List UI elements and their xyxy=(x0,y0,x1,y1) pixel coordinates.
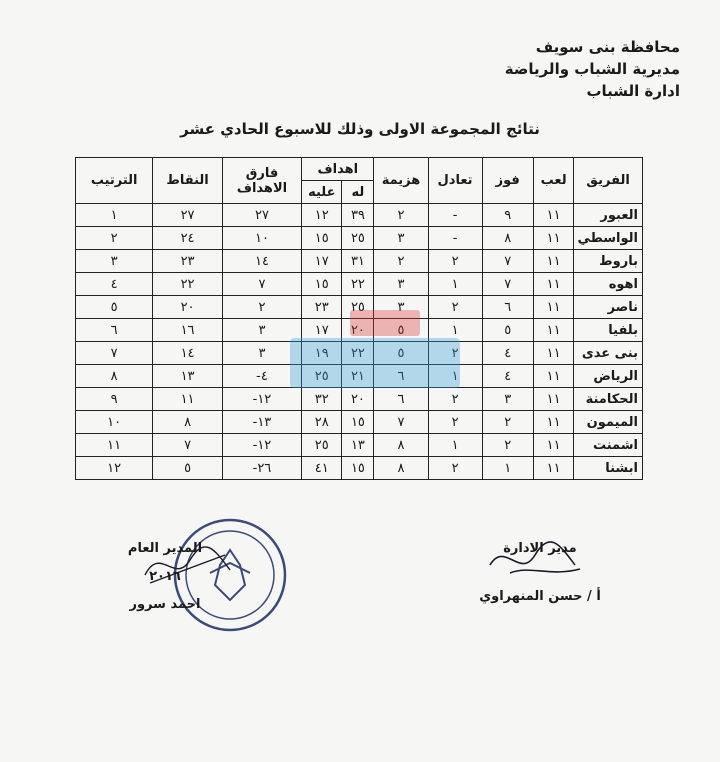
cell-played: ١١ xyxy=(533,411,573,434)
cell-rank: ٤ xyxy=(76,273,153,296)
cell-rank: ١ xyxy=(76,204,153,227)
cell-goals-against: ١٥ xyxy=(302,273,342,296)
cell-team: باروط xyxy=(574,250,643,273)
cell-goal-diff: ٧ xyxy=(222,273,301,296)
table-row xyxy=(76,296,643,319)
cell-rank: ١١ xyxy=(76,434,153,457)
cell-won: ١ xyxy=(482,457,533,480)
cell-goal-diff: ٢ xyxy=(222,296,301,319)
issuer-header xyxy=(505,36,680,102)
cell-goals-for: ٢٢ xyxy=(342,342,374,365)
cell-drawn: ٢ xyxy=(428,411,482,434)
administration-line: ادارة الشباب xyxy=(586,82,680,100)
cell-goals-for: ٢٥ xyxy=(342,296,374,319)
cell-drawn: ٢ xyxy=(428,457,482,480)
cell-played: ١١ xyxy=(533,273,573,296)
cell-played: ١١ xyxy=(533,296,573,319)
cell-team: العبور xyxy=(574,204,643,227)
admin-handwritten-signature xyxy=(480,535,590,585)
cell-goals-for: ٢٢ xyxy=(342,273,374,296)
cell-rank: ٦ xyxy=(76,319,153,342)
cell-lost: ٢ xyxy=(374,250,428,273)
cell-played: ١١ xyxy=(533,365,573,388)
admin-manager-title: مدير الادارة xyxy=(503,541,577,556)
cell-goals-for: ٣٩ xyxy=(342,204,374,227)
cell-drawn: ١ xyxy=(428,365,482,388)
cell-goal-diff: ٣ xyxy=(222,319,301,342)
cell-team: الميمون xyxy=(574,411,643,434)
cell-goals-against: ٢٨ xyxy=(302,411,342,434)
cell-lost: ٣ xyxy=(374,227,428,250)
cell-lost: ٨ xyxy=(374,434,428,457)
cell-rank: ٣ xyxy=(76,250,153,273)
cell-rank: ١٠ xyxy=(76,411,153,434)
cell-played: ١١ xyxy=(533,342,573,365)
table-row xyxy=(76,434,643,457)
cell-drawn: ٢ xyxy=(428,296,482,319)
cell-lost: ٦ xyxy=(374,388,428,411)
cell-points: ٧ xyxy=(153,434,222,457)
cell-goals-against: ٢٥ xyxy=(302,434,342,457)
cell-drawn: - xyxy=(428,227,482,250)
header-goal-diff: فارق الاهداف xyxy=(222,158,301,204)
table-row xyxy=(76,319,643,342)
cell-won: ٧ xyxy=(482,250,533,273)
cell-goals-against: ١٧ xyxy=(302,250,342,273)
cell-goals-for: ٣١ xyxy=(342,250,374,273)
cell-rank: ١٢ xyxy=(76,457,153,480)
cell-played: ١١ xyxy=(533,250,573,273)
table-row xyxy=(76,250,643,273)
table-row xyxy=(76,227,643,250)
cell-points: ٢٤ xyxy=(153,227,222,250)
table-row xyxy=(76,388,643,411)
cell-drawn: ٢ xyxy=(428,388,482,411)
table-row xyxy=(76,204,643,227)
cell-lost: ٣ xyxy=(374,296,428,319)
cell-points: ١١ xyxy=(153,388,222,411)
header-lost: هزيمة xyxy=(374,158,428,204)
cell-won: ٨ xyxy=(482,227,533,250)
cell-goals-for: ٢٠ xyxy=(342,319,374,342)
cell-goal-diff: ٤- xyxy=(222,365,301,388)
gm-handwritten-signature xyxy=(130,535,240,595)
cell-won: ٧ xyxy=(482,273,533,296)
cell-team: ابشنا xyxy=(574,457,643,480)
cell-lost: ٢ xyxy=(374,204,428,227)
cell-won: ٩ xyxy=(482,204,533,227)
header-rank: الترتيب xyxy=(76,158,153,204)
cell-lost: ٧ xyxy=(374,411,428,434)
cell-goals-for: ٢١ xyxy=(342,365,374,388)
cell-points: ٢٢ xyxy=(153,273,222,296)
cell-goals-for: ٢٥ xyxy=(342,227,374,250)
cell-goals-for: ٢٠ xyxy=(342,388,374,411)
cell-played: ١١ xyxy=(533,388,573,411)
cell-drawn: ١ xyxy=(428,434,482,457)
cell-points: ١٣ xyxy=(153,365,222,388)
cell-played: ١١ xyxy=(533,227,573,250)
standings-table xyxy=(75,157,643,480)
cell-goals-against: ١٩ xyxy=(302,342,342,365)
cell-goals-against: ٢٣ xyxy=(302,296,342,319)
cell-lost: ٦ xyxy=(374,365,428,388)
cell-goals-for: ١٥ xyxy=(342,457,374,480)
cell-team: بلفيا xyxy=(574,319,643,342)
cell-goal-diff: ٢٧ xyxy=(222,204,301,227)
header-goals: اهداف xyxy=(302,158,374,181)
table-row xyxy=(76,342,643,365)
cell-goals-against: ٤١ xyxy=(302,457,342,480)
header-drawn: تعادل xyxy=(428,158,482,204)
header-team: الفريق xyxy=(574,158,643,204)
cell-rank: ٢ xyxy=(76,227,153,250)
cell-points: ٢٠ xyxy=(153,296,222,319)
cell-rank: ٧ xyxy=(76,342,153,365)
header-points: النقاط xyxy=(153,158,222,204)
cell-points: ٢٣ xyxy=(153,250,222,273)
cell-team: الواسطي xyxy=(574,227,643,250)
cell-team: الحكامنة xyxy=(574,388,643,411)
general-manager-title: المدير العام xyxy=(127,541,203,556)
cell-team: ناصر xyxy=(574,296,643,319)
cell-goal-diff: ٢٦- xyxy=(222,457,301,480)
table-body xyxy=(76,204,643,480)
cell-goal-diff: ١٢- xyxy=(222,434,301,457)
cell-drawn: - xyxy=(428,204,482,227)
table-row xyxy=(76,273,643,296)
cell-team: بنى عدى xyxy=(574,342,643,365)
cell-goal-diff: ١٤ xyxy=(222,250,301,273)
cell-goals-against: ١٥ xyxy=(302,227,342,250)
cell-team: الرياض xyxy=(574,365,643,388)
cell-team: اهوه xyxy=(574,273,643,296)
cell-lost: ٣ xyxy=(374,273,428,296)
cell-played: ١١ xyxy=(533,434,573,457)
cell-won: ٤ xyxy=(482,365,533,388)
cell-played: ١١ xyxy=(533,319,573,342)
admin-manager-name: أ / حسن المنهراوي xyxy=(479,589,601,604)
cell-drawn: ١ xyxy=(428,273,482,296)
cell-points: ٨ xyxy=(153,411,222,434)
cell-points: ١٤ xyxy=(153,342,222,365)
cell-won: ٢ xyxy=(482,411,533,434)
header-won: فوز xyxy=(482,158,533,204)
cell-points: ٢٧ xyxy=(153,204,222,227)
cell-rank: ٥ xyxy=(76,296,153,319)
cell-won: ٣ xyxy=(482,388,533,411)
cell-won: ٢ xyxy=(482,434,533,457)
governorate-line: محافظة بنى سويف xyxy=(535,38,680,56)
table-header-row xyxy=(76,158,643,181)
header-played: لعب xyxy=(533,158,573,204)
cell-goals-against: ٣٢ xyxy=(302,388,342,411)
cell-goals-for: ١٥ xyxy=(342,411,374,434)
cell-drawn: ٢ xyxy=(428,250,482,273)
cell-goals-against: ٢٥ xyxy=(302,365,342,388)
cell-lost: ٥ xyxy=(374,342,428,365)
cell-won: ٦ xyxy=(482,296,533,319)
cell-goals-against: ١٢ xyxy=(302,204,342,227)
cell-drawn: ٢ xyxy=(428,342,482,365)
cell-played: ١١ xyxy=(533,457,573,480)
directorate-line: مديرية الشباب والرياضة xyxy=(504,60,680,78)
cell-goal-diff: ٣ xyxy=(222,342,301,365)
cell-played: ١١ xyxy=(533,204,573,227)
cell-lost: ٥ xyxy=(374,319,428,342)
table-row xyxy=(76,365,643,388)
cell-goals-against: ١٧ xyxy=(302,319,342,342)
cell-won: ٤ xyxy=(482,342,533,365)
cell-points: ١٦ xyxy=(153,319,222,342)
document-title: نتائج المجموعة الاولى وذلك للاسبوع الحادي عشر xyxy=(180,120,540,138)
cell-won: ٥ xyxy=(482,319,533,342)
cell-goals-for: ١٣ xyxy=(342,434,374,457)
cell-drawn: ١ xyxy=(428,319,482,342)
cell-goal-diff: ١٠ xyxy=(222,227,301,250)
cell-rank: ٨ xyxy=(76,365,153,388)
table-row xyxy=(76,411,643,434)
header-goals-for: له xyxy=(342,181,374,204)
table-row xyxy=(76,457,643,480)
cell-points: ٥ xyxy=(153,457,222,480)
header-goals-against: عليه xyxy=(302,181,342,204)
general-manager-name: احمد سرور xyxy=(129,597,201,612)
cell-team: اشمنت xyxy=(574,434,643,457)
general-manager-date: ٢٠١٦ xyxy=(149,569,181,584)
cell-goal-diff: ١٢- xyxy=(222,388,301,411)
cell-lost: ٨ xyxy=(374,457,428,480)
cell-goal-diff: ١٣- xyxy=(222,411,301,434)
cell-rank: ٩ xyxy=(76,388,153,411)
